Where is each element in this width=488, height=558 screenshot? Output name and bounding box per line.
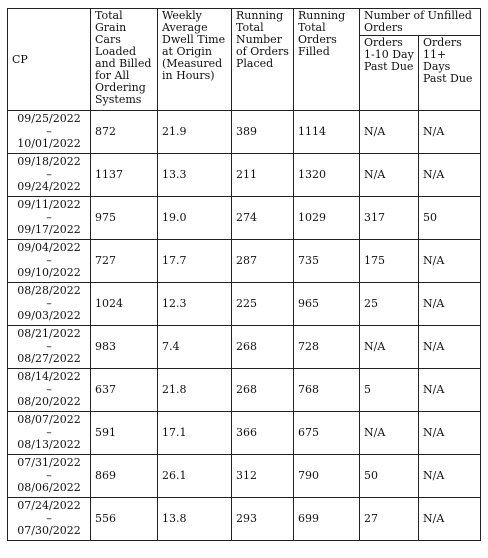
table-row	[8, 326, 481, 369]
cell-running-filled: 790	[294, 455, 360, 498]
grain-car-orders-table	[7, 8, 481, 541]
report-table-container	[7, 8, 481, 541]
cell-unfilled-11-plus: N/A	[419, 455, 481, 498]
cell-running-placed: 225	[232, 283, 294, 326]
cell-total-grain-cars: 983	[91, 326, 158, 369]
cp-start-date: 09/18/2022	[17, 155, 81, 169]
cp-range-dash: –	[46, 382, 52, 396]
cell-weekly-dwell: 17.1	[158, 412, 232, 455]
cell-running-filled: 735	[294, 240, 360, 283]
table-row	[8, 197, 481, 240]
cell-running-filled: 699	[294, 498, 360, 541]
cp-range-dash: –	[46, 167, 52, 181]
cell-cp-period	[8, 111, 91, 154]
cell-running-placed: 268	[232, 369, 294, 412]
cell-weekly-dwell: 7.4	[158, 326, 232, 369]
cell-unfilled-11-plus: N/A	[419, 369, 481, 412]
cp-start-date: 09/04/2022	[17, 241, 81, 255]
cp-end-date: 08/20/2022	[17, 395, 81, 409]
table-body	[8, 111, 481, 541]
cell-unfilled-1-10: N/A	[360, 412, 419, 455]
cell-running-placed: 366	[232, 412, 294, 455]
cp-start-date: 08/21/2022	[17, 327, 81, 341]
cp-start-date: 07/24/2022	[17, 499, 81, 513]
cell-unfilled-11-plus: N/A	[419, 111, 481, 154]
cell-unfilled-11-plus: N/A	[419, 498, 481, 541]
cp-end-date: 08/13/2022	[17, 438, 81, 452]
cell-running-filled: 1029	[294, 197, 360, 240]
table-row	[8, 154, 481, 197]
header-running-filled: Running Total Orders Filled	[294, 9, 360, 111]
cell-total-grain-cars: 872	[91, 111, 158, 154]
cell-unfilled-1-10: 175	[360, 240, 419, 283]
cp-range-dash: –	[46, 425, 52, 439]
cell-running-filled: 728	[294, 326, 360, 369]
cell-unfilled-1-10: 5	[360, 369, 419, 412]
cell-running-placed: 287	[232, 240, 294, 283]
cell-running-filled: 675	[294, 412, 360, 455]
cp-range-dash: –	[46, 296, 52, 310]
cell-weekly-dwell: 26.1	[158, 455, 232, 498]
cell-unfilled-11-plus: N/A	[419, 412, 481, 455]
cp-range-dash: –	[46, 253, 52, 267]
cell-cp-period	[8, 326, 91, 369]
cell-unfilled-11-plus: 50	[419, 197, 481, 240]
cp-start-date: 09/25/2022	[17, 112, 81, 126]
cell-running-placed: 211	[232, 154, 294, 197]
cell-total-grain-cars: 637	[91, 369, 158, 412]
cell-cp-period	[8, 240, 91, 283]
header-weekly-dwell: Weekly Average Dwell Time at Origin (Measured in Hours)	[158, 9, 232, 111]
cell-unfilled-1-10: 317	[360, 197, 419, 240]
cp-range-dash: –	[46, 124, 52, 138]
table-row	[8, 412, 481, 455]
cell-unfilled-1-10: N/A	[360, 111, 419, 154]
cell-weekly-dwell: 12.3	[158, 283, 232, 326]
cp-start-date: 08/14/2022	[17, 370, 81, 384]
table-row	[8, 240, 481, 283]
cp-start-date: 07/31/2022	[17, 456, 81, 470]
cell-running-placed: 312	[232, 455, 294, 498]
table-row	[8, 498, 481, 541]
header-cp: CP	[8, 9, 91, 111]
cell-total-grain-cars: 1137	[91, 154, 158, 197]
cell-total-grain-cars: 556	[91, 498, 158, 541]
cp-range-dash: –	[46, 511, 52, 525]
cp-range-dash: –	[46, 468, 52, 482]
cell-running-filled: 1320	[294, 154, 360, 197]
cp-end-date: 09/10/2022	[17, 266, 81, 280]
cp-end-date: 10/01/2022	[17, 137, 81, 151]
cp-end-date: 07/30/2022	[17, 524, 81, 538]
table-row	[8, 283, 481, 326]
cell-weekly-dwell: 19.0	[158, 197, 232, 240]
cell-cp-period	[8, 154, 91, 197]
cell-unfilled-1-10: 25	[360, 283, 419, 326]
cell-unfilled-11-plus: N/A	[419, 240, 481, 283]
table-row	[8, 455, 481, 498]
header-unfilled-11-plus: Orders 11+ Days Past Due	[419, 36, 481, 111]
cp-start-date: 08/07/2022	[17, 413, 81, 427]
cell-total-grain-cars: 1024	[91, 283, 158, 326]
cell-unfilled-1-10: 50	[360, 455, 419, 498]
cp-start-date: 08/28/2022	[17, 284, 81, 298]
cell-cp-period	[8, 412, 91, 455]
cp-start-date: 09/11/2022	[17, 198, 81, 212]
cp-range-dash: –	[46, 339, 52, 353]
cell-running-filled: 965	[294, 283, 360, 326]
cell-weekly-dwell: 17.7	[158, 240, 232, 283]
cell-cp-period	[8, 455, 91, 498]
cell-weekly-dwell: 13.8	[158, 498, 232, 541]
table-row	[8, 111, 481, 154]
cp-end-date: 09/24/2022	[17, 180, 81, 194]
cell-unfilled-11-plus: N/A	[419, 326, 481, 369]
cell-total-grain-cars: 727	[91, 240, 158, 283]
cell-total-grain-cars: 869	[91, 455, 158, 498]
header-row	[8, 9, 481, 36]
cp-end-date: 08/27/2022	[17, 352, 81, 366]
cell-running-placed: 293	[232, 498, 294, 541]
cell-unfilled-11-plus: N/A	[419, 154, 481, 197]
cell-running-placed: 268	[232, 326, 294, 369]
header-unfilled-1-10: Orders 1-10 Day Past Due	[360, 36, 419, 111]
cell-cp-period	[8, 369, 91, 412]
cell-unfilled-1-10: N/A	[360, 154, 419, 197]
cell-weekly-dwell: 13.3	[158, 154, 232, 197]
cell-running-placed: 274	[232, 197, 294, 240]
cell-weekly-dwell: 21.9	[158, 111, 232, 154]
header-unfilled-group: Number of Unfilled Orders	[360, 9, 481, 36]
table-row	[8, 369, 481, 412]
cp-range-dash: –	[46, 210, 52, 224]
cell-total-grain-cars: 591	[91, 412, 158, 455]
cp-end-date: 09/17/2022	[17, 223, 81, 237]
cell-cp-period	[8, 197, 91, 240]
cell-running-filled: 768	[294, 369, 360, 412]
cell-unfilled-1-10: N/A	[360, 326, 419, 369]
cell-unfilled-11-plus: N/A	[419, 283, 481, 326]
cp-end-date: 09/03/2022	[17, 309, 81, 323]
cell-cp-period	[8, 283, 91, 326]
header-running-placed: Running Total Number of Orders Placed	[232, 9, 294, 111]
cell-cp-period	[8, 498, 91, 541]
cell-running-filled: 1114	[294, 111, 360, 154]
cell-running-placed: 389	[232, 111, 294, 154]
cell-total-grain-cars: 975	[91, 197, 158, 240]
header-total-grain-cars: Total Grain Cars Loaded and Billed for All Ordering Systems	[91, 9, 158, 111]
cp-end-date: 08/06/2022	[17, 481, 81, 495]
cell-weekly-dwell: 21.8	[158, 369, 232, 412]
cell-unfilled-1-10: 27	[360, 498, 419, 541]
